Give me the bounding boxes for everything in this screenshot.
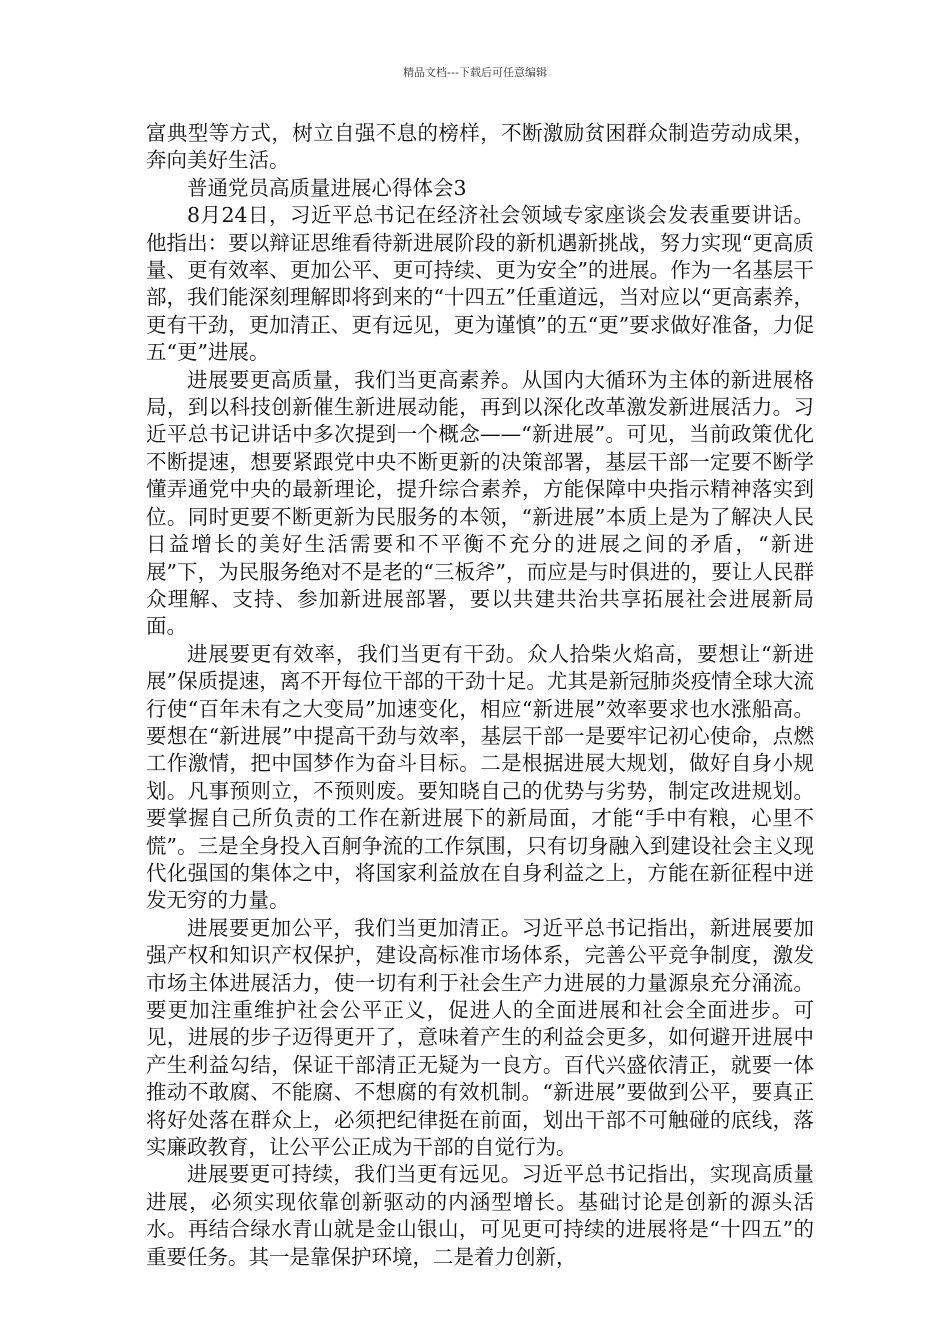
paragraph-continuation: 富典型等方式，树立自强不息的榜样，不断激励贫困群众制造劳动成果，奔向美好生活。 [146,121,814,173]
paragraph: 进展要更加公平，我们当更加清正。习近平总书记指出，新进展要加强产权和知识产权保护，建设高标准市场体系，完善公平竞争制度，激发市场主体进展活力，使一切有利于社会生产力进展的力量源泉充分涌流。要更加注重维护社会公平正义，促进人的全面进展和社会全面进步。可见，进展的步子迈得更开了，意味着产生的利益会更多，如何避开进展中产生利益勾结，保证干部清正无疑为一良方。百代兴盛依清正，就要一体推动不敢腐、不能腐、不想腐的有效机制。“新进展”要做到公平，要真正将好处落在群众上，必须把纪律挺在前面，划出干部不可触碰的底线，落实廉政教育，让公平公正成为干部的自觉行为。 [146,915,814,1160]
paragraph: 8月24日，习近平总书记在经济社会领域专家座谈会发表重要讲话。他指出：要以辩证思维看待新进展阶段的新机遇新挑战，努力实现“更高质量、更有效率、更加公平、更可持续、更为安全”的进展。作为一名基层干部，我们能深刻理解即将到来的“十四五”任重道远，当对应以“更高素养，更有干劲，更加清正、更有远见，更为谨慎”的五“更”要求做好准备，力促五“更”进展。 [146,203,814,365]
document-body [146,120,814,1271]
page-header: 精品文档---下载后可任意编辑 [403,66,547,79]
paragraph: 进展要更有效率，我们当更有干劲。众人拾柴火焰高，要想让“新进展”保质提速，离不开每位干部的干劲十足。尤其是新冠肺炎疫情全球大流行使“百年未有之大变局”加速变化，相应“新进展”效率要求也水涨船高。要想在“新进展”中提高干劲与效率，基层干部一是要牢记初心使命，点燃工作激情，把中国梦作为奋斗目标。二是根据进展大规划，做好自身小规划。凡事预则立，不预则废。要知晓自己的优势与劣势，制定改进规划。要掌握自己所负责的工作在新进展下的新局面，才能“手中有粮，心里不慌”。三是全身投入百舸争流的工作氛围，只有切身融入到建设社会主义现代化强国的集体之中，将国家利益放在自身利益之上，方能在新征程中迸发无穷的力量。 [146,641,814,913]
section-title: 普通党员高质量进展心得体会3 [187,175,467,200]
paragraph: 进展要更高质量，我们当更高素养。从国内大循环为主体的新进展格局，到以科技创新催生新进展动能，再到以深化改革激发新进展活力。习近平总书记讲话中多次提到一个概念——“新进展”。可见，当前政策优化不断提速，想要紧跟党中央不断更新的决策部署，基层干部一定要不断学懂弄通党中央的最新理论，提升综合素养，方能保障中央指示精神落实到位。同时更要不断更新为民服务的本领，“新进展”本质上是为了解决人民日益增长的美好生活需要和不平衡不充分的进展之间的矛盾，“新进展”下，为民服务绝对不是老的“三板斧”，而应是与时俱进的，要让人民群众理解、支持、参加新进展部署，要以共建共治共享拓展社会进展新局面。 [146,367,814,639]
paragraph: 进展要更可持续，我们当更有远见。习近平总书记指出，实现高质量进展，必须实现依靠创新驱动的内涵型增长。基础讨论是创新的源头活水。再结合绿水青山就是金山银山，可见更可持续的进展将是“十四五”的重要任务。其一是靠保护环境，二是着力创新， [146,1162,814,1269]
